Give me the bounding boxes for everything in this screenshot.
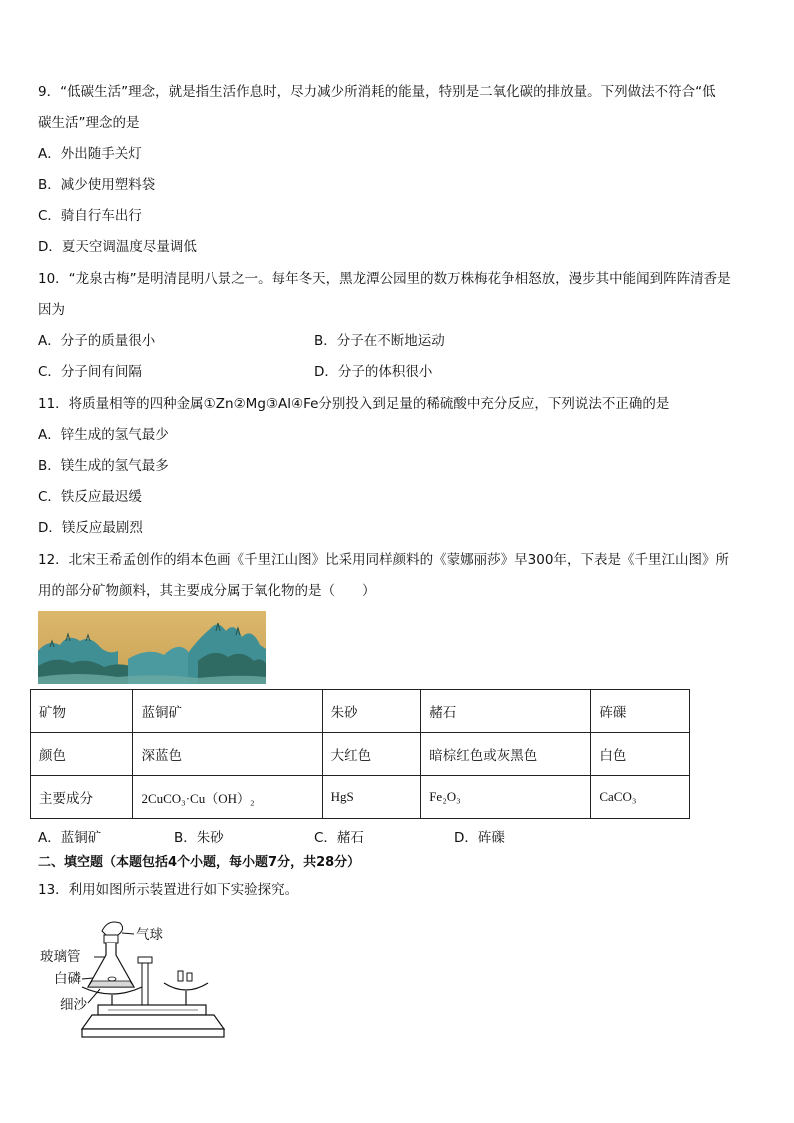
table-cell: 朱砂	[322, 690, 421, 733]
q12-stem-line2: 用的部分矿物颜料，其主要成分属于氧化物的是（ ）	[38, 583, 376, 599]
table-row	[31, 776, 690, 819]
table-cell: 蓝铜矿	[133, 690, 322, 733]
table-cell: HgS	[322, 776, 421, 819]
q11-option-c: C．铁反应最迟缓	[38, 489, 142, 505]
table-cell: 赭石	[421, 690, 591, 733]
table-row	[31, 733, 690, 776]
table-cell: 白色	[591, 733, 690, 776]
label-fine-sand: 细沙	[60, 997, 87, 1013]
q9-option-d: D．夏天空调温度尽量调低	[38, 239, 197, 255]
q9-option-b: B．减少使用塑料袋	[38, 177, 156, 193]
q12-stem-line1: 12．北宋王希孟创作的绢本色画《千里江山图》比采用同样颜料的《蒙娜丽莎》早300年，下表是《千里江山图》所	[38, 552, 729, 568]
q9-option-c: C．骑自行车出行	[38, 208, 142, 224]
q11-option-d: D．镁反应最剧烈	[38, 520, 143, 536]
q11-option-b: B．镁生成的氢气最多	[38, 458, 169, 474]
table-cell: 矿物	[31, 690, 133, 733]
q12-option-a: A．蓝铜矿	[38, 830, 102, 846]
q9-stem-line2: 碳生活”理念的是	[38, 115, 140, 131]
section-heading: 二、填空题（本题包括4个小题，每小题7分，共28分）	[38, 855, 361, 870]
table-cell: 主要成分	[31, 776, 133, 819]
q11-option-a: A．锌生成的氢气最少	[38, 427, 169, 443]
table-cell: Fe₂O₃	[421, 776, 591, 819]
table-cell: CaCO₃	[591, 776, 690, 819]
table-cell: 深蓝色	[133, 733, 322, 776]
q12-option-d: D．砗磲	[454, 830, 505, 846]
table-cell: 暗棕红色或灰黑色	[421, 733, 591, 776]
table-row	[31, 690, 690, 733]
label-white-phosphorus: 白磷	[54, 971, 81, 987]
q10-option-b: B．分子在不断地运动	[314, 333, 445, 349]
table-cell: 颜色	[31, 733, 133, 776]
landscape-painting-image	[38, 611, 266, 684]
table-cell: 大红色	[322, 733, 421, 776]
q10-stem-line1: 10．“龙泉古梅”是明清昆明八景之一。每年冬天，黑龙潭公园里的数万株梅花争相怒放，漫步其中能闻到阵阵清香是	[38, 271, 731, 287]
q10-stem-line2: 因为	[38, 302, 65, 318]
q13-stem-line1: 13．利用如图所示装置进行如下实验探究。	[38, 882, 299, 898]
q11-stem-line1: 11．将质量相等的四种金属①Zn②Mg③Al④Fe分别投入到足量的稀硫酸中充分反应，下列说法不正确的是	[38, 396, 670, 412]
q10-option-c: C．分子间有间隔	[38, 364, 142, 380]
q10-option-a: A．分子的质量很小	[38, 333, 156, 349]
label-balloon: 气球	[136, 927, 163, 943]
q9-stem-line1: 9．“低碳生活”理念，就是指生活作息时，尽力减少所消耗的能量，特别是二氧化碳的排放量。下列做法不符合“低	[38, 84, 716, 100]
label-glass-tube: 玻璃管	[40, 949, 81, 965]
q10-option-d: D．分子的体积很小	[314, 364, 433, 380]
q9-option-a: A．外出随手关灯	[38, 146, 142, 162]
mineral-pigments-table	[30, 689, 690, 819]
table-cell: 2CuCO₃·Cu（OH）₂	[133, 776, 322, 819]
q12-option-c: C．赭石	[314, 830, 364, 846]
balance-apparatus-diagram	[38, 917, 228, 1039]
q12-option-b: B．朱砂	[174, 830, 224, 846]
table-cell: 砗磲	[591, 690, 690, 733]
